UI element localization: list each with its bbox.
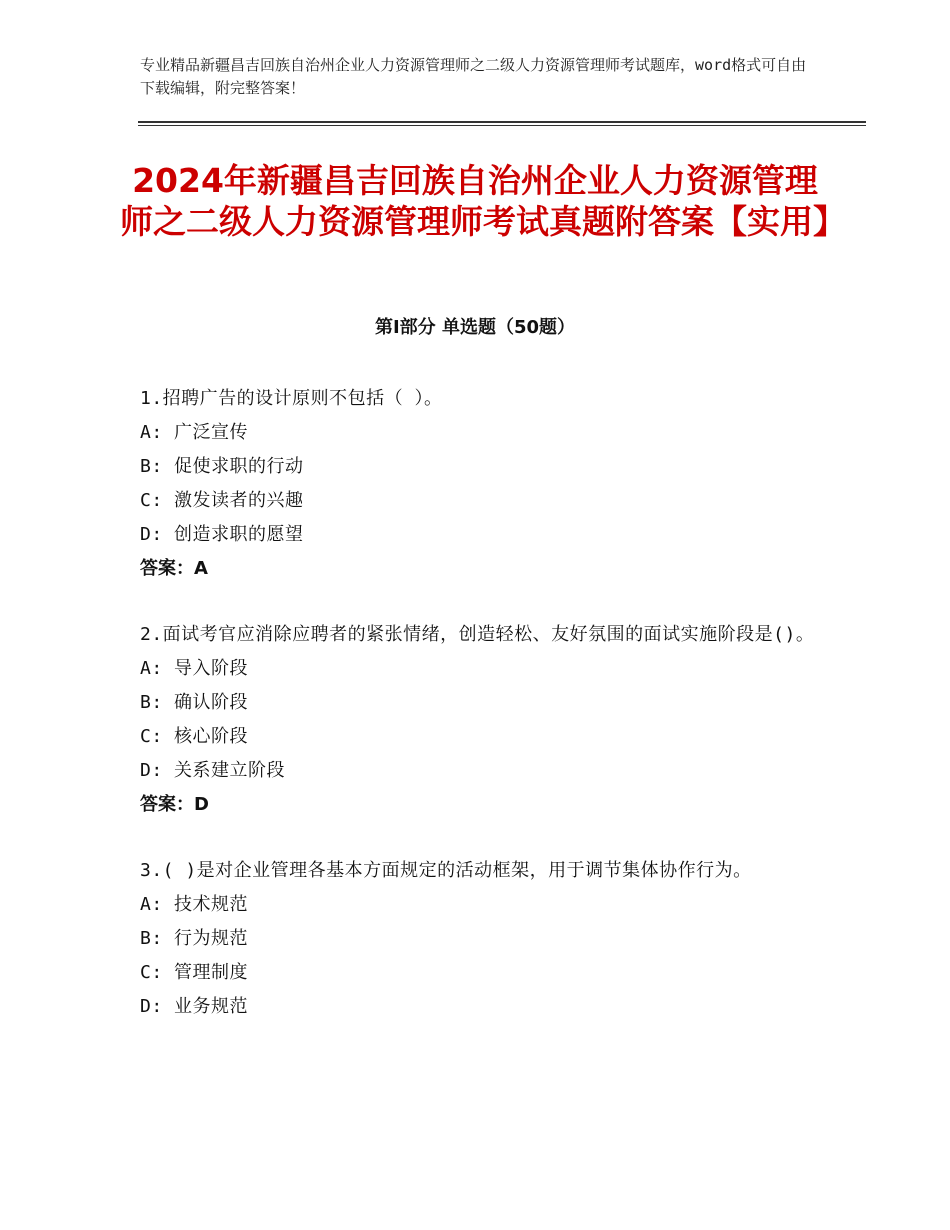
question-3 [140, 854, 820, 1024]
option-b: B: 促使求职的行动 [140, 456, 304, 477]
option-d: D: 业务规范 [140, 996, 249, 1017]
question-2 [140, 618, 820, 822]
header-note: 专业精品新疆昌吉回族自治州企业人力资源管理师之二级人力资源管理师考试题库，word格式可自由下载编辑，附完整答案！ [140, 56, 807, 97]
header-divider-thin [138, 125, 866, 126]
option-a: A: 广泛宣传 [140, 422, 249, 443]
question-stem: 2.面试考官应消除应聘者的紧张情绪，创造轻松、友好氛围的面试实施阶段是()。 [140, 624, 815, 645]
header-divider [138, 121, 866, 123]
answer: 答案：D [140, 794, 209, 815]
option-d: D: 创造求职的愿望 [140, 524, 304, 545]
question-stem: 1.招聘广告的设计原则不包括（ ）。 [140, 388, 443, 409]
section-title: 第Ⅰ部分 单选题（50题） [374, 317, 575, 338]
option-d: D: 关系建立阶段 [140, 760, 286, 781]
option-a: A: 技术规范 [140, 894, 249, 915]
option-c: C: 管理制度 [140, 962, 249, 983]
option-b: B: 确认阶段 [140, 692, 249, 713]
option-c: C: 激发读者的兴趣 [140, 490, 304, 511]
question-1 [140, 382, 820, 586]
question-stem: 3.( )是对企业管理各基本方面规定的活动框架，用于调节集体协作行为。 [140, 860, 752, 881]
answer: 答案：A [140, 558, 208, 579]
document-title: 2024年新疆昌吉回族自治州企业人力资源管理师之二级人力资源管理师考试真题附答案【实用】 [120, 161, 846, 241]
question-list [140, 382, 820, 1056]
option-b: B: 行为规范 [140, 928, 249, 949]
option-a: A: 导入阶段 [140, 658, 249, 679]
option-c: C: 核心阶段 [140, 726, 249, 747]
